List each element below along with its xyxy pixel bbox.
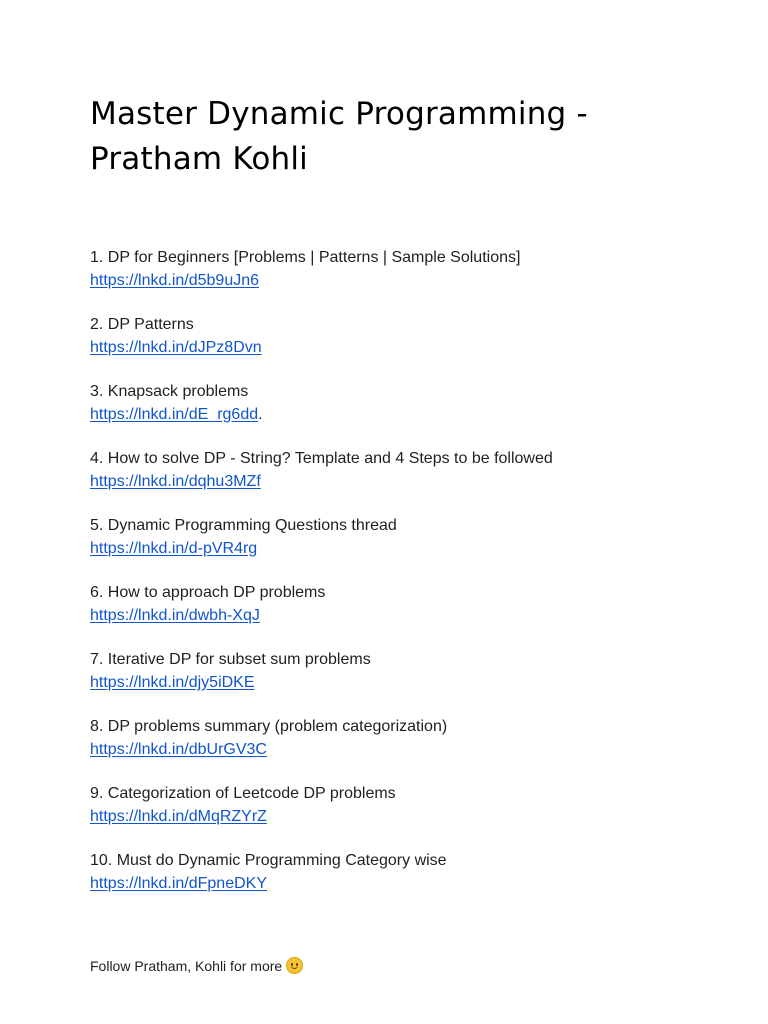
item-link[interactable]: https://lnkd.in/dMqRZYrZ	[90, 807, 267, 825]
item-link-line	[90, 404, 730, 427]
list-item	[90, 314, 730, 359]
item-title: 6. How to approach DP problems	[90, 584, 326, 601]
item-link-line	[90, 337, 730, 360]
item-title: 2. DP Patterns	[90, 316, 194, 333]
list-item	[90, 515, 730, 560]
item-link-line	[90, 471, 730, 494]
item-title: 4. How to solve DP - String? Template and 4 Steps to be followed	[90, 450, 553, 467]
page-title	[90, 92, 730, 182]
item-title: 3. Knapsack problems	[90, 383, 249, 400]
item-link[interactable]: https://lnkd.in/djy5iDKE	[90, 673, 255, 691]
item-link-line	[90, 538, 730, 561]
title-line-1: Master Dynamic Programming -	[90, 96, 588, 132]
item-link[interactable]: https://lnkd.in/dE_rg6dd	[90, 405, 259, 423]
item-link-line	[90, 605, 730, 628]
list-item	[90, 448, 730, 493]
list-item	[90, 247, 730, 292]
footer-text: Follow Pratham, Kohli for more	[90, 958, 283, 974]
item-link-line	[90, 672, 730, 695]
list-item	[90, 582, 730, 627]
item-link-line	[90, 806, 730, 829]
item-link[interactable]: https://lnkd.in/dwbh-XqJ	[90, 606, 260, 624]
item-link[interactable]: https://lnkd.in/d5b9uJn6	[90, 271, 260, 289]
list-item	[90, 381, 730, 426]
item-link[interactable]: https://lnkd.in/d-pVR4rg	[90, 539, 258, 557]
item-suffix: .	[258, 405, 263, 423]
list-item	[90, 850, 730, 895]
list-item	[90, 783, 730, 828]
item-link[interactable]: https://lnkd.in/dFpneDKY	[90, 874, 267, 892]
item-link-line	[90, 270, 730, 293]
footer-note	[90, 956, 303, 976]
resource-list	[90, 247, 730, 895]
item-link-line	[90, 873, 730, 896]
item-title: 5. Dynamic Programming Questions thread	[90, 517, 397, 534]
item-title: 10. Must do Dynamic Programming Category wise	[90, 852, 447, 869]
item-title: 8. DP problems summary (problem categorization)	[90, 718, 448, 735]
document-page	[90, 92, 730, 917]
item-link-line	[90, 739, 730, 762]
list-item	[90, 716, 730, 761]
item-link[interactable]: https://lnkd.in/dqhu3MZf	[90, 472, 261, 490]
title-line-2: Pratham Kohli	[90, 141, 308, 177]
smile-icon	[286, 957, 303, 974]
item-link[interactable]: https://lnkd.in/dbUrGV3C	[90, 740, 267, 758]
item-link[interactable]: https://lnkd.in/dJPz8Dvn	[90, 338, 262, 356]
list-item	[90, 649, 730, 694]
item-title: 9. Categorization of Leetcode DP problems	[90, 785, 396, 802]
item-title: 1. DP for Beginners [Problems | Patterns | Sample Solutions]	[90, 249, 521, 266]
item-title: 7. Iterative DP for subset sum problems	[90, 651, 371, 668]
